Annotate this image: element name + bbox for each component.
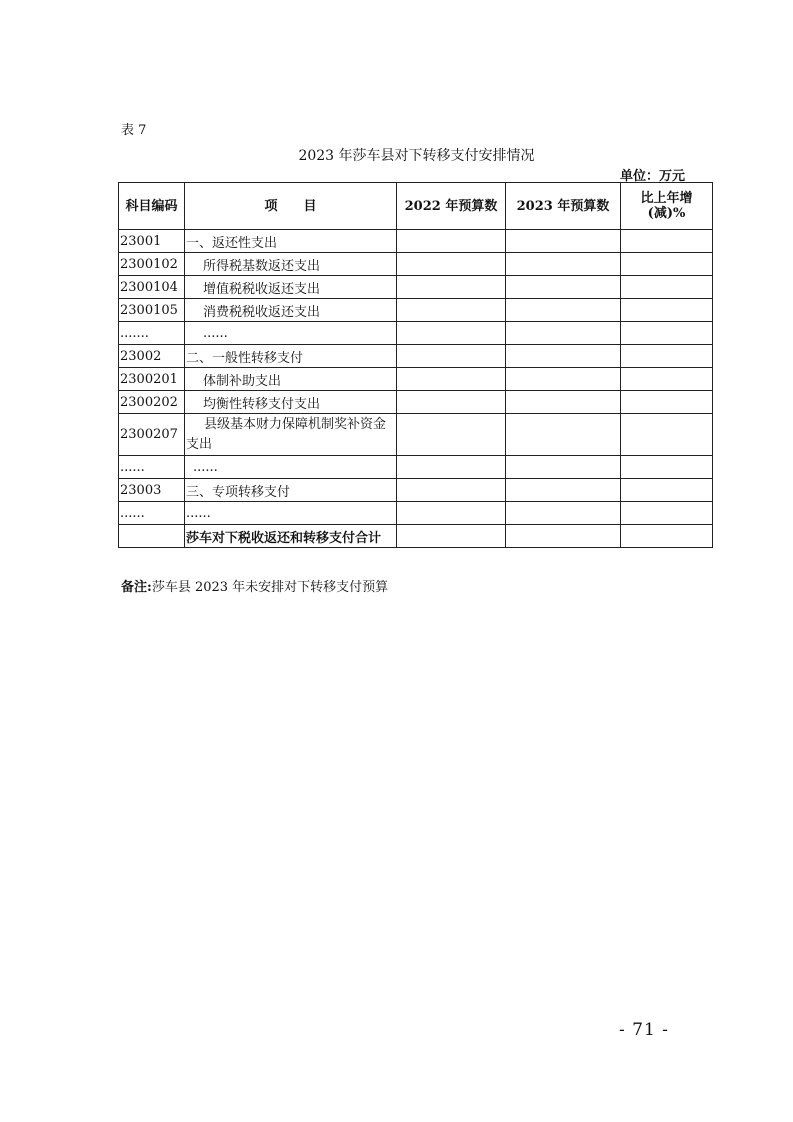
footnote-text: 莎车县 2023 年未安排对下转移支付预算 bbox=[151, 580, 389, 595]
row-2023-value bbox=[506, 414, 621, 456]
row-item: 一、返还性支出 bbox=[185, 230, 397, 253]
row-2022-value bbox=[397, 253, 506, 276]
row-item: ...... bbox=[185, 456, 397, 479]
row-item: 均衡性转移支付支出 bbox=[185, 391, 397, 414]
table-row bbox=[119, 502, 713, 525]
row-code bbox=[119, 525, 185, 548]
row-2023-value bbox=[506, 502, 621, 525]
table-total-row bbox=[119, 525, 713, 548]
row-2023-value bbox=[506, 456, 621, 479]
row-2023-value bbox=[506, 276, 621, 299]
row-change-value bbox=[621, 345, 713, 368]
row-change-value bbox=[621, 276, 713, 299]
unit-label: 单位：万元 bbox=[620, 169, 686, 184]
row-item: ...... bbox=[185, 502, 397, 525]
row-code: 2300207 bbox=[119, 414, 185, 456]
page-number: - 71 - bbox=[619, 1020, 669, 1040]
budget-table bbox=[118, 182, 713, 548]
table-row bbox=[119, 322, 713, 345]
row-change-value bbox=[621, 502, 713, 525]
table-row bbox=[119, 230, 713, 253]
row-code: 23002 bbox=[119, 345, 185, 368]
row-2022-value bbox=[397, 414, 506, 456]
row-item: 所得税基数返还支出 bbox=[185, 253, 397, 276]
col-header-item: 项 目 bbox=[185, 183, 397, 230]
row-code: ...... bbox=[119, 456, 185, 479]
footnote bbox=[121, 576, 388, 595]
table-number: 表 7 bbox=[121, 123, 147, 138]
row-code: 2300102 bbox=[119, 253, 185, 276]
row-2023-value bbox=[506, 368, 621, 391]
row-item: ...... bbox=[185, 322, 397, 345]
row-2022-value bbox=[397, 391, 506, 414]
row-2023-value bbox=[506, 253, 621, 276]
col-header-change-pct: 比上年增(减)% bbox=[621, 183, 713, 230]
row-2023-value bbox=[506, 391, 621, 414]
row-2023-value bbox=[506, 479, 621, 502]
row-2022-value bbox=[397, 479, 506, 502]
table-row bbox=[119, 456, 713, 479]
page-title: 2023 年莎车县对下转移支付安排情况 bbox=[298, 148, 535, 164]
row-change-value bbox=[621, 230, 713, 253]
row-item: 消费税税收返还支出 bbox=[185, 299, 397, 322]
table-row bbox=[119, 368, 713, 391]
table-row bbox=[119, 391, 713, 414]
table-header-row bbox=[119, 183, 713, 230]
row-change-value bbox=[621, 525, 713, 548]
row-change-value bbox=[621, 253, 713, 276]
row-2022-value bbox=[397, 230, 506, 253]
row-code: ....... bbox=[119, 322, 185, 345]
row-2023-value bbox=[506, 230, 621, 253]
row-code: 2300104 bbox=[119, 276, 185, 299]
col-header-code: 科目编码 bbox=[119, 183, 185, 230]
table-row bbox=[119, 345, 713, 368]
row-2022-value bbox=[397, 525, 506, 548]
row-change-value bbox=[621, 479, 713, 502]
row-item: 三、专项转移支付 bbox=[185, 479, 397, 502]
row-change-value bbox=[621, 391, 713, 414]
row-code: ...... bbox=[119, 502, 185, 525]
footnote-label: 备注: bbox=[121, 580, 152, 595]
row-change-value bbox=[621, 456, 713, 479]
row-item: 增值税税收返还支出 bbox=[185, 276, 397, 299]
row-2022-value bbox=[397, 299, 506, 322]
table-row bbox=[119, 299, 713, 322]
row-2022-value bbox=[397, 276, 506, 299]
row-code: 2300105 bbox=[119, 299, 185, 322]
row-2022-value bbox=[397, 322, 506, 345]
col-header-2022-budget: 2022 年预算数 bbox=[397, 183, 506, 230]
row-item: 县级基本财力保障机制奖补资金支出 bbox=[185, 414, 397, 456]
row-code: 23001 bbox=[119, 230, 185, 253]
table-row bbox=[119, 253, 713, 276]
row-code: 23003 bbox=[119, 479, 185, 502]
col-header-2023-budget: 2023 年预算数 bbox=[506, 183, 621, 230]
table-row bbox=[119, 479, 713, 502]
row-item: 体制补助支出 bbox=[185, 368, 397, 391]
row-2022-value bbox=[397, 368, 506, 391]
row-2023-value bbox=[506, 299, 621, 322]
row-code: 2300201 bbox=[119, 368, 185, 391]
row-change-value bbox=[621, 414, 713, 456]
row-2022-value bbox=[397, 456, 506, 479]
row-code: 2300202 bbox=[119, 391, 185, 414]
row-change-value bbox=[621, 299, 713, 322]
row-2022-value bbox=[397, 345, 506, 368]
row-item: 二、一般性转移支付 bbox=[185, 345, 397, 368]
row-change-value bbox=[621, 322, 713, 345]
table-row bbox=[119, 414, 713, 456]
row-2023-value bbox=[506, 345, 621, 368]
row-item-total: 莎车对下税收返还和转移支付合计 bbox=[185, 525, 397, 548]
row-2023-value bbox=[506, 525, 621, 548]
row-2023-value bbox=[506, 322, 621, 345]
row-2022-value bbox=[397, 502, 506, 525]
row-change-value bbox=[621, 368, 713, 391]
table-row bbox=[119, 276, 713, 299]
